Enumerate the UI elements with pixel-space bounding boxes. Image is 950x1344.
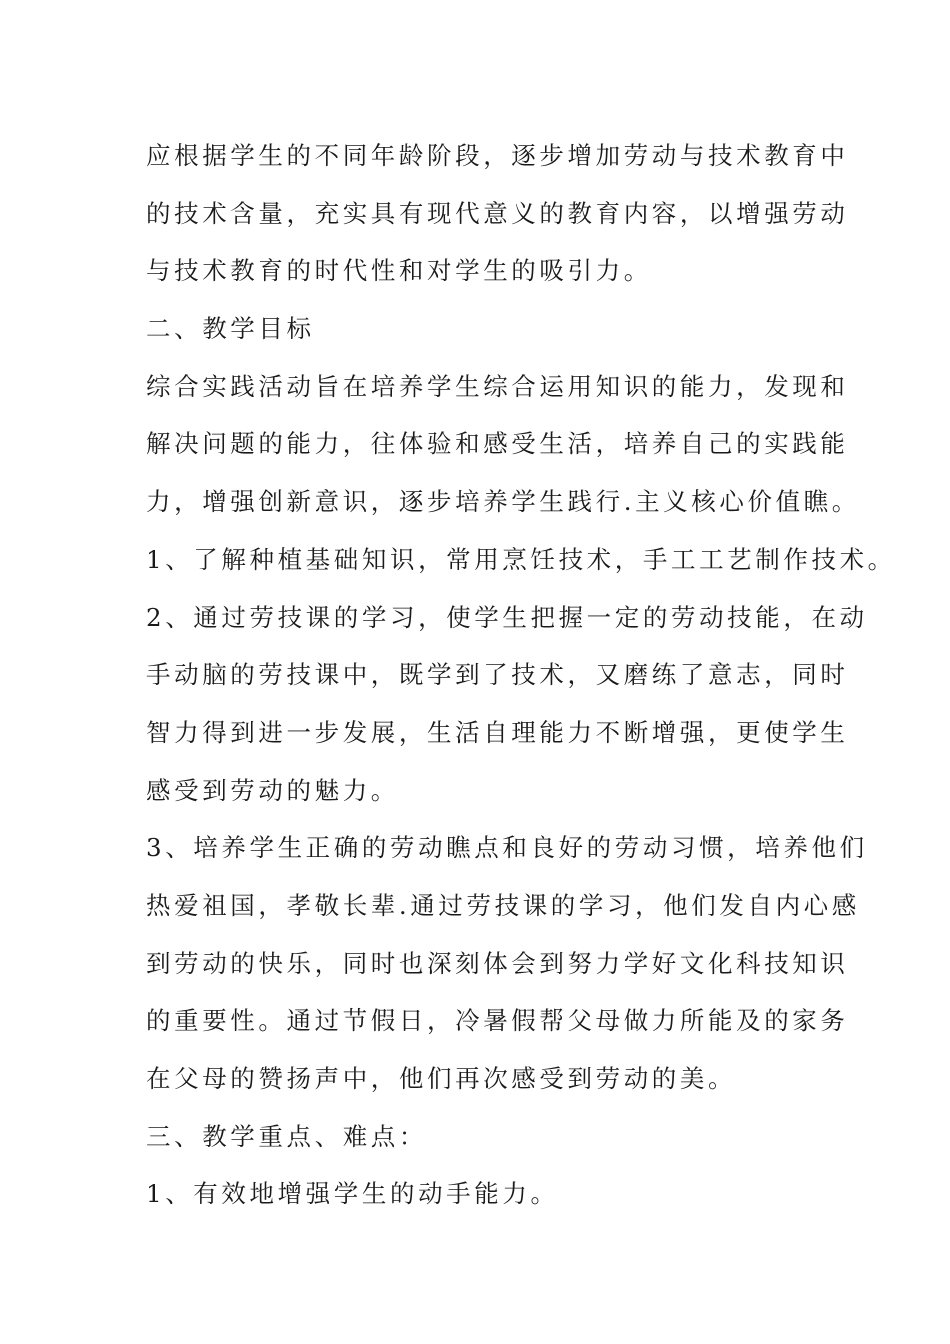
body-line: 的技术含量，充实具有现代意义的教育内容，以增强劳动 [146, 198, 849, 228]
body-line: 与技术教育的时代性和对学生的吸引力。 [146, 256, 652, 286]
body-line: 感受到劳动的魅力。 [146, 775, 399, 805]
body-line: 应根据学生的不同年龄阶段，逐步增加劳动与技术教育中 [146, 141, 849, 170]
list-item-1: 1、了解种植基础知识，常用烹饪技术，手工工艺制作技术。 [146, 544, 896, 574]
list-item-1: 1、有效地增强学生的动手能力。 [146, 1179, 559, 1209]
document-body [146, 127, 896, 1223]
section-heading-key-points: 三、教学重点、难点： [146, 1121, 427, 1151]
body-line: 热爱祖国，孝敬长辈.通过劳技课的学习，他们发自内心感 [146, 890, 860, 920]
body-line: 手动脑的劳技课中，既学到了技术，又磨练了意志，同时 [146, 660, 849, 690]
list-item-2: 2、通过劳技课的学习，使学生把握一定的劳动技能，在动 [146, 602, 868, 632]
body-line: 到劳动的快乐，同时也深刻体会到努力学好文化科技知识 [146, 948, 849, 978]
section-heading-teaching-goals: 二、教学目标 [146, 314, 315, 344]
list-item-3: 3、培养学生正确的劳动瞧点和良好的劳动习惯，培养他们 [146, 833, 868, 863]
body-line: 在父母的赞扬声中，他们再次感受到劳动的美。 [146, 1064, 737, 1093]
body-line: 智力得到进一步发展，生活自理能力不断增强，更使学生 [146, 717, 849, 747]
body-line: 解决问题的能力，往体验和感受生活，培养自己的实践能 [146, 429, 849, 459]
body-line: 力，增强创新意识，逐步培养学生践行.主义核心价值瞧。 [146, 487, 860, 517]
body-line: 综合实践活动旨在培养学生综合运用知识的能力，发现和 [146, 371, 849, 401]
body-line: 的重要性。通过节假日，冷暑假帮父母做力所能及的家务 [146, 1006, 849, 1036]
